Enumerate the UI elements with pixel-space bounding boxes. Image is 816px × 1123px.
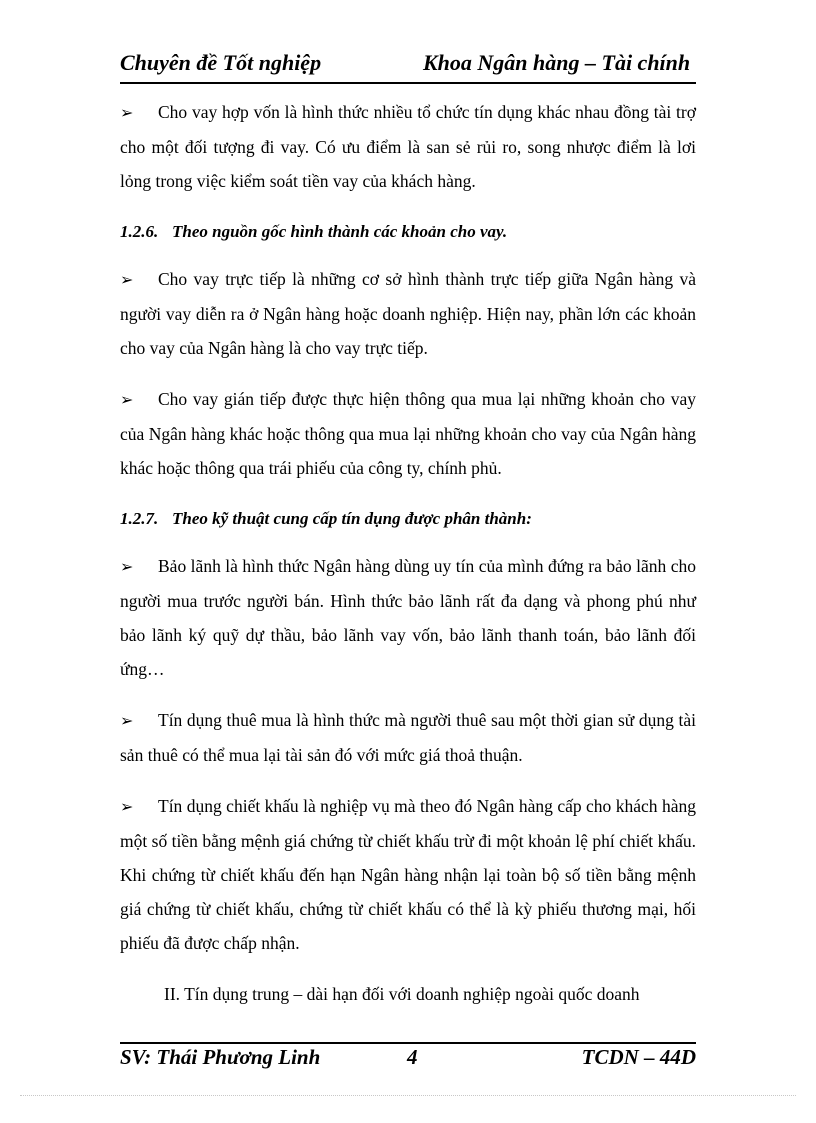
paragraph-text: Tín dụng thuê mua là hình thức mà người thuê sau một thời gian sử dụng tài sản thuê có thể mua lại tài sản đó với mức giá thoả thuận.: [120, 710, 696, 765]
paragraph-indirect-loan: [120, 382, 696, 485]
heading-number: 1.2.6.: [120, 222, 159, 241]
section-title-ii: II. Tín dụng trung – dài hạn đối với doanh nghiệp ngoài quốc doanh: [164, 984, 640, 1004]
paragraph-direct-loan: [120, 262, 696, 365]
heading-1-2-6: [120, 222, 696, 242]
heading-1-2-7: [120, 509, 696, 529]
arrow-bullet-icon: ➢: [120, 270, 134, 289]
paragraph-discount-credit: [120, 789, 696, 960]
paragraph-text: Cho vay hợp vốn là hình thức nhiều tổ chức tín dụng khác nhau đồng tài trợ cho một đối tượng đi vay. Có ưu điểm là san sẻ rủi ro, song nhược điểm là lơi lỏng trong việc kiểm soát tiền vay của khách hàng.: [120, 102, 696, 191]
arrow-bullet-icon: ➢: [120, 103, 134, 122]
arrow-bullet-icon: ➢: [120, 390, 134, 409]
page-footer: [120, 1045, 696, 1075]
heading-text: Theo nguồn gốc hình thành các khoản cho vay.: [172, 222, 508, 241]
footer-page-number: 4: [407, 1045, 418, 1069]
page-header: [120, 50, 696, 84]
paragraph-syndicated-loan: [120, 95, 696, 198]
page-edge-divider: [20, 1095, 796, 1096]
heading-text: Theo kỹ thuật cung cấp tín dụng được phân thành:: [172, 509, 532, 528]
header-department: Khoa Ngân hàng – Tài chính: [423, 50, 691, 75]
footer-divider: [120, 1042, 696, 1044]
paragraph-text: Tín dụng chiết khấu là nghiệp vụ mà theo đó Ngân hàng cấp cho khách hàng một số tiền bằng mệnh giá chứng từ chiết khấu trừ đi một khoản lệ phí chiết khấu. Khi chứng từ chiết khấu đến hạn Ngân hàng nhận lại toàn bộ số tiền bằng mệnh giá chứng từ chiết khấu, chứng từ chiết khấu có thể là kỳ phiếu thương mại, hối phiếu đã được chấp nhận.: [120, 796, 696, 953]
header-document-title: Chuyên đề Tốt nghiệp: [120, 50, 322, 75]
paragraph-guarantee: [120, 549, 696, 686]
arrow-bullet-icon: ➢: [120, 711, 134, 730]
paragraph-text: Cho vay trực tiếp là những cơ sở hình thành trực tiếp giữa Ngân hàng và người vay diễn ra ở Ngân hàng hoặc doanh nghiệp. Hiện nay, phần lớn các khoản cho vay của Ngân hàng là cho vay trực tiếp.: [120, 269, 696, 358]
paragraph-leasing: [120, 703, 696, 772]
paragraph-text: Cho vay gián tiếp được thực hiện thông qua mua lại những khoản cho vay của Ngân hàng khác hoặc thông qua mua lại những khoản cho vay của Ngân hàng khác hoặc thông qua trái phiếu của công ty, chính phủ.: [120, 389, 696, 478]
paragraph-text: Bảo lãnh là hình thức Ngân hàng dùng uy tín của mình đứng ra bảo lãnh cho người mua trước người bán. Hình thức bảo lãnh rất đa dạng và phong phú như bảo lãnh ký quỹ dự thầu, bảo lãnh vay vốn, bảo lãnh thanh toán, bảo lãnh đối ứng…: [120, 556, 696, 679]
footer-student-name: SV: Thái Phương Linh: [120, 1045, 321, 1069]
arrow-bullet-icon: ➢: [120, 557, 134, 576]
heading-number: 1.2.7.: [120, 509, 159, 528]
footer-class-code: TCDN – 44D: [581, 1045, 696, 1069]
arrow-bullet-icon: ➢: [120, 797, 134, 816]
